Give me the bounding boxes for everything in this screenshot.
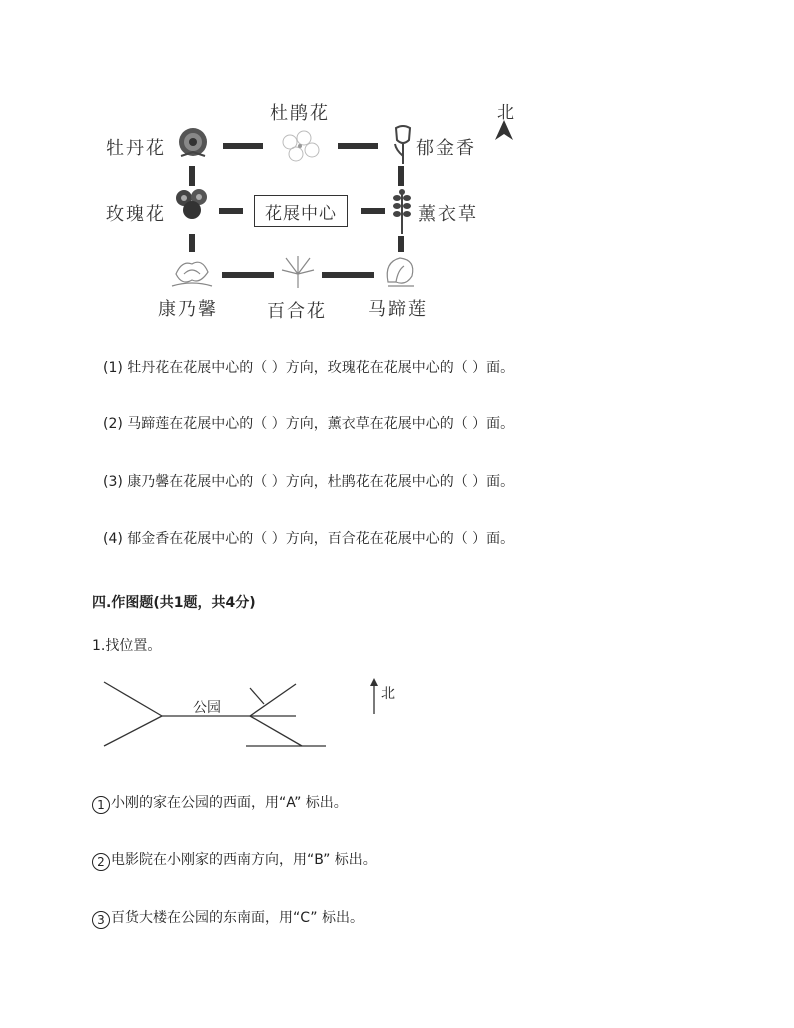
connector-bottom-right — [322, 272, 374, 278]
connector-top-right — [338, 143, 378, 149]
azalea-icon — [276, 126, 324, 166]
exhibition-center-box: 花展中心 — [254, 195, 348, 227]
task-2 — [92, 849, 377, 871]
connector-center-left — [219, 208, 243, 214]
flower-label-sw: 康乃馨 — [158, 299, 218, 320]
flower-label-s: 百合花 — [267, 301, 327, 322]
problem-title: 1.找位置。 — [92, 638, 162, 654]
flower-label-w: 玫瑰花 — [106, 204, 166, 225]
north-arrow-icon — [494, 119, 514, 141]
lily-icon — [278, 252, 318, 290]
north-arrow-head-icon — [370, 678, 378, 686]
circled-number-2-icon: 2 — [92, 853, 110, 871]
circled-number-3-icon: 3 — [92, 911, 110, 929]
flower-label-ne: 郁金香 — [416, 138, 476, 159]
tulip-icon — [392, 124, 414, 166]
task-2-text: 电影院在小刚家的西南方向，用“B” 标出。 — [111, 852, 377, 868]
task-1-text: 小刚的家在公园的西面，用“A” 标出。 — [111, 795, 348, 811]
question-2: (2) 马蹄莲在花展中心的（ ）方向，薰衣草在花展中心的（ ）面。 — [103, 416, 515, 432]
circled-number-1-icon: 1 — [92, 796, 110, 814]
calla-lily-icon — [378, 252, 422, 290]
connector-left-upper — [189, 166, 195, 186]
connector-center-right — [361, 208, 385, 214]
park-label: 公园 — [193, 700, 221, 716]
park-north-label: 北 — [381, 686, 395, 702]
connector-right-upper — [398, 166, 404, 186]
flower-label-e: 薰衣草 — [418, 204, 478, 225]
park-road-map — [96, 676, 396, 756]
peony-icon — [175, 124, 211, 164]
carnation-icon — [168, 254, 216, 292]
question-3: (3) 康乃馨在花展中心的（ ）方向，杜鹃花在花展中心的（ ）面。 — [103, 474, 515, 490]
flower-label-se: 马蹄莲 — [368, 299, 428, 320]
task-3-text: 百货大楼在公园的东南面，用“C” 标出。 — [111, 910, 364, 926]
flower-label-n: 杜鹃花 — [270, 103, 330, 124]
question-1: (1) 牡丹花在花展中心的（ ）方向，玫瑰花在花展中心的（ ）面。 — [103, 360, 515, 376]
connector-top-left — [223, 143, 263, 149]
question-4: (4) 郁金香在花展中心的（ ）方向，百合花在花展中心的（ ）面。 — [103, 531, 515, 547]
flower-label-nw: 牡丹花 — [106, 138, 166, 159]
section-title: 四.作图题(共1题，共4分) — [92, 595, 256, 611]
north-label: 北 — [497, 103, 516, 123]
connector-left-lower — [189, 234, 195, 252]
task-3 — [92, 907, 364, 929]
task-1 — [92, 792, 348, 814]
connector-bottom-left — [222, 272, 274, 278]
lavender-icon — [391, 188, 413, 236]
connector-right-lower — [398, 236, 404, 252]
rose-icon — [172, 186, 212, 226]
